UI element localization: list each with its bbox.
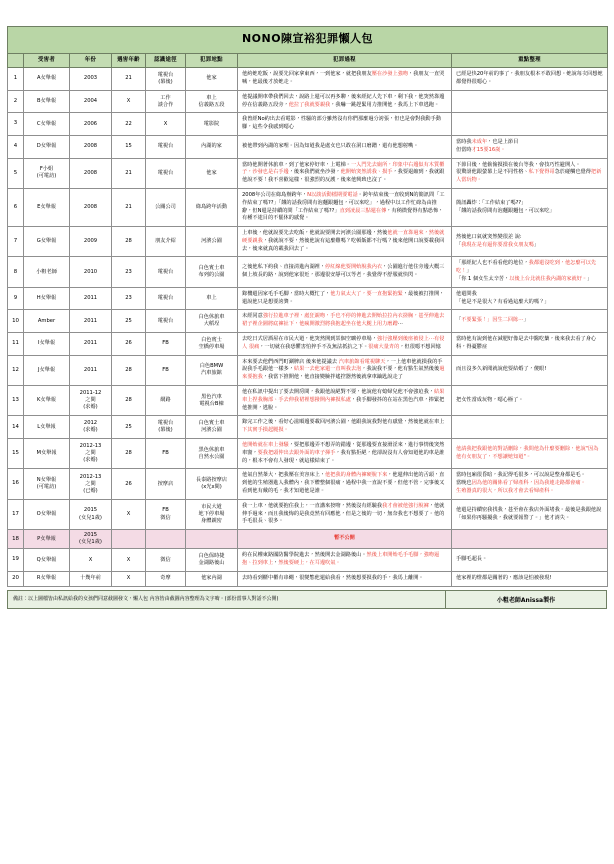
table-row [8, 188, 608, 226]
cell-year: 2009 [70, 227, 112, 257]
cell-process: 他開始就在車上發騷，要把那邊弄不想弄的錯邊，從那邊要直接滑淫來，進行事情後突然車窗，要我把頭仲出去跟外面的車子揮手，我有點拒絕，他卻說沒有人會知道他的車是誰的，根本不會有人發現，就這樣結束了。 [238, 439, 452, 469]
cell-keypoints: 「不要緊張！」因生二回陈⋯」 [452, 310, 608, 333]
cell-how-met: FB [146, 355, 186, 385]
cell-year: X [70, 549, 112, 572]
cell-how-met: 奇摩 [146, 571, 186, 586]
cell-process: 去時看到櫃中櫃有串繩，很變態他還給我看，然後想要摸我的手，我馬上離開。 [238, 571, 452, 586]
cell-process: 他提議開車帶我們回去，說路上還可以再多聊，後來經紀人先下車，剩下我，他突然靠邊停在信義路五段旁，他拉了我就要親我，我嚇一跳趕緊用力推開他，我馬上下車逃跑。 [238, 90, 452, 113]
row-index: 15 [8, 439, 24, 469]
footer-note: 備註：以上圖檔皆由私訊給我的女孩們同意截圖發文，懶人包 內容皆由截圖內容整理為文字唷。(部份當事人對話不公開) [8, 591, 446, 608]
cell-keypoints: 當時他有說到他在減肥好像是去中醫吃藥，後來我去看了身心科，得憂鬱症 [452, 333, 608, 356]
cell-year: 十幾年前 [70, 571, 112, 586]
cell-keypoints: 已經是快20年前的事了，我朋友根本不敢回想。她說每次回想她都覺得很噁心。 [452, 68, 608, 91]
cell-how-met: 電視台 [146, 310, 186, 333]
cell-keypoints: 然後他口氣就突然變很差 說: 「我現在是有逼你要當我女朋友嗎」 [452, 227, 608, 257]
table-row [8, 530, 608, 549]
cell-victim: N女舉報 (可電訪) [24, 469, 70, 499]
col-header-year: 年份 [70, 53, 112, 67]
cell-victim: P女舉報 [24, 530, 70, 549]
col-header-victim: 受害者 [24, 53, 70, 67]
cell-year: 2008 [70, 188, 112, 226]
cell-place: 長泰路按摩店 (x光x間) [186, 469, 238, 499]
cell-place: 河濱公園 [186, 227, 238, 257]
cell-age: 25 [112, 416, 146, 439]
cell-keypoints: 當時包廂很昏暗，我記得毛很多，可以說是整身都是毛。 當晚也因為他的關係看了婦產科，因為我連走路都會痛。 生殖器真的很大，所以我才會去看婦產科。 [452, 469, 608, 499]
row-index: 19 [8, 549, 24, 572]
row-index: 5 [8, 158, 24, 188]
cell-victim: L女舉報 [24, 416, 70, 439]
cell-process: 暫不公開 [238, 530, 452, 549]
cell-age: 23 [112, 257, 146, 287]
cell-year: 2011-12 之間 (求婚) [70, 386, 112, 416]
cell-keypoints: 他還問我 「他是不是很大？有看過這麼大的嗎？」 [452, 287, 608, 310]
row-index: 17 [8, 499, 24, 529]
cell-place: 白色賓士車 河濱公園 [186, 416, 238, 439]
row-index: 1 [8, 68, 24, 91]
cell-keypoints: 他請我把我跟他的對話刪除，我問他為什麼要刪除，他說"因為他有女朋友了，不想讓她知道"。 [452, 439, 608, 469]
cell-year: 2011 [70, 333, 112, 356]
cell-process: 他氣自然茶大，把我壓在美容床上，他把我的身體內褲硬脫下來，他還伸出他的舌頭，直到他的生殖器進入我體內，我下體整個很痛，過程中我一直說不要，但他不管，完事後又看到他有戴的毛，我才知道他是誰。 [238, 469, 452, 499]
cell-victim: E女舉報 [24, 188, 70, 226]
table-row [8, 333, 608, 356]
cell-age: 26 [112, 333, 146, 356]
cell-victim: D女舉報 [24, 135, 70, 158]
col-header-keypoints: 重點整理 [452, 53, 608, 67]
table-row [8, 90, 608, 113]
cell-age: 23 [112, 287, 146, 310]
cell-year: 2003 [70, 68, 112, 91]
cell-process: 錄機還因家毛手毛腳，當時大概忙了，他力氣太大了，要一直抱緊抱緊，最後被打推開，還說他只是想要誇獎。 [238, 287, 452, 310]
row-index: 9 [8, 287, 24, 310]
cell-keypoints: 把女性當成玩物，噁心極了。 [452, 386, 608, 416]
cell-victim: O女舉報 [24, 499, 70, 529]
row-index: 2 [8, 90, 24, 113]
cell-how-met: 電視台 [146, 287, 186, 310]
cell-year: 2011 [70, 310, 112, 333]
cell-victim: I女舉報 [24, 333, 70, 356]
row-index: 11 [8, 333, 24, 356]
cell-age: 21 [112, 68, 146, 91]
cell-place: 他家 [186, 158, 238, 188]
cell-place: 他家 [186, 68, 238, 91]
table-row [8, 439, 608, 469]
title-row [8, 27, 608, 54]
cell-process: 上車後，他就說要先去吃飯，他就說要開去河濱公園那邊，然後他就一直靠過來，然後就硬要親我，我就說不要，然後他說有這麼難嗎？吃頓飯都不行嗎？後來他開口說要載我回去，後來就真的載我回去了。 [238, 227, 452, 257]
cell-process: 去吃日式居酒屋在市民大道，他突然開到某個空曠停車場，強行強壓到後座被侵上⋯有侵人 很痛，一切就在我恐懼害怕猝手不及無法抵抗之下。很痛大量青的，但很噁不想回憶 [238, 333, 452, 356]
table-row [8, 549, 608, 572]
table-row [8, 355, 608, 385]
cell-victim: Q女舉報 [24, 549, 70, 572]
cell-process: 他約她吃飯，說要先回家拿東西，一到他家，就把我朋友壓在沙發上強吻，我朋友一直哭喊，他最後才放她走。 [238, 68, 452, 91]
cell-victim: B女舉報 [24, 90, 70, 113]
row-index: 8 [8, 257, 24, 287]
cell-place: 他家內湖 [186, 571, 238, 586]
col-header-index [8, 53, 24, 67]
cell-age: 26 [112, 469, 146, 499]
cell-place: 白色賓士 空橋停車場 [186, 333, 238, 356]
cell-place: 電影院 [186, 113, 238, 136]
row-index: 4 [8, 135, 24, 158]
cell-place: 白色BMW 汽車旅館 [186, 355, 238, 385]
cell-age: X [112, 499, 146, 529]
cell-year: 2008 [70, 158, 112, 188]
cell-how-met: 工作 談合作 [146, 90, 186, 113]
cell-how-met: 電視台 (幕後) [146, 416, 186, 439]
cell-process: 我一上車，他就要抱住我上，一直講來按吻，然後沒有經驗我我才會被他強行脫褲，他就伸手過來，而且我後悔的是我竟然有回應他，但是之後的一切，無奈我也不想要了。他的手毛很長、很多。 [238, 499, 452, 529]
table-row [8, 113, 608, 136]
header-row [8, 53, 608, 67]
footer-bar [7, 590, 607, 609]
cell-victim: G女舉報 [24, 227, 70, 257]
cell-process: 錄完工作之後，看好心滋順邊要載回河濱公園，他跟我說我對他有感覺，然後他就在車上下其實手摸起腿摸。 [238, 416, 452, 439]
cell-victim: K女舉報 [24, 386, 70, 416]
cell-victim: A女舉報 [24, 68, 70, 91]
cell-age: 21 [112, 158, 146, 188]
row-index: 16 [8, 469, 24, 499]
cell-year: 2012-13 之間 (已婚) [70, 469, 112, 499]
cell-how-met [146, 530, 186, 549]
cell-how-met: FB [146, 439, 186, 469]
cell-keypoints: 簡訊轟炸：「工作結束了嗎??」 「餓的話我房間有泡麵跟麵包，可以來吃」 [452, 188, 608, 226]
table-row [8, 416, 608, 439]
cell-year: 2010 [70, 257, 112, 287]
row-index: 13 [8, 386, 24, 416]
cell-keypoints: 而且沒多久新聞就說他要結婚了，傻眼! [452, 355, 608, 385]
cell-how-met: 公關公司 [146, 188, 186, 226]
table-row [8, 499, 608, 529]
col-header-process: 犯罪過程 [238, 53, 452, 67]
cell-keypoints: 手腳毛超長。 [452, 549, 608, 572]
cell-how-met: 電視台 [146, 257, 186, 287]
cell-keypoints: 當時我未成年，也是上節目 但當時才15要16歲。 [452, 135, 608, 158]
cell-keypoints: 「那經紀人也不看看他的地位，我都還沒吃到，他怎麼可以先吃！」 「你 1 個女生太辛苦，以後上台北就住我內湖的家就好。」 [452, 257, 608, 287]
cell-how-met: 電視台 [146, 158, 186, 188]
cell-victim: R女舉報 [24, 571, 70, 586]
cell-age: 25 [112, 310, 146, 333]
table-row [8, 571, 608, 586]
cell-how-met: 電視台 (幕後) [146, 68, 186, 91]
cell-victim: J女舉報 [24, 355, 70, 385]
cell-process: 被他帶到內湖的家哩。因為知道我是處女也只敢在洞口磨蹭，還有他想射嘴。 [238, 135, 452, 158]
cell-how-met: 網路 [146, 386, 186, 416]
cell-place [186, 530, 238, 549]
cell-victim: C女舉報 [24, 113, 70, 136]
cell-age: 28 [112, 355, 146, 385]
cell-year: 2012 (求婚) [70, 416, 112, 439]
cell-year: 2008 [70, 135, 112, 158]
row-index: 18 [8, 530, 24, 549]
cell-process: 當時他開著休旅車，到了他家停好車，上電梯。一入門先去廁所，印象中右邊似有木質櫃子，沙發也是右手邊，後來我們就坐沙發，他開始突然誘我、摸手，我要退縮到，我就跟他說不要！我不喜歡這樣，很強烈的反護，後來他興致也沒了。 [238, 158, 452, 188]
table-row [8, 386, 608, 416]
cell-place: 車上 [186, 287, 238, 310]
cell-place: 黑色汽車 電視台B棟 [186, 386, 238, 416]
cell-how-met: 微信 [146, 549, 186, 572]
cell-how-met: FB 微信 [146, 499, 186, 529]
cell-age: 28 [112, 439, 146, 469]
row-index: 10 [8, 310, 24, 333]
cell-age: X [112, 571, 146, 586]
col-header-age: 遇害年齡 [112, 53, 146, 67]
cell-place: 內湖的家 [186, 135, 238, 158]
cell-place: 市民大道 地下停車場 身體親密 [186, 499, 238, 529]
cell-keypoints [452, 416, 608, 439]
cell-age: 22 [112, 113, 146, 136]
cell-process: 我曾經No約出去看電影，性騷的部分雖然沒有你們那麼過分誇張，但也是會對我動手動腳，這些令我感到噁心 [238, 113, 452, 136]
cell-age: 28 [112, 227, 146, 257]
cell-age: X [112, 549, 146, 572]
cell-keypoints [452, 530, 608, 549]
cell-year: 2004 [70, 90, 112, 113]
cell-year: 2012-13 之間 (求婚) [70, 439, 112, 469]
cell-age: 21 [112, 188, 146, 226]
cell-year: 2015 (女兒1歲) [70, 530, 112, 549]
cell-keypoints [452, 113, 608, 136]
cell-how-met: 按摩店 [146, 469, 186, 499]
cell-victim: 小粗老師 [24, 257, 70, 287]
cell-process: 約在民權東路國防醫學院進去，然後開去金湖路後山。然後上車開始毛手毛腳，強吻逼抱、拉到車上，然後要硬上，在耳邊吹氣。 [238, 549, 452, 572]
cell-process: 他在私訊中提出了要去開房間，我跟他說絕對不要，他說他有媳婦兒他不會強迫我，結果車上捏我胸部、手去伸我裙裡想撥開內褲摸私處，我手腳發抖的在站在黑色汽車，捧緊把他推開，逃脫。 [238, 386, 452, 416]
cell-how-met: X [146, 113, 186, 136]
cell-process: 2008年公司在綠島辦跨年，N以談活動檔期要電話。跨年結束後一直收到N的簡訊問「工作結束了嗎??」「餓的話我房間有泡麵跟麵包，可以來吃」，過程中以工作忙碌為由推辭，但N還是持續的問「工作結束了嗎??」直到凌晨三點還在傳，有稍微覺得有點恐怖，有種不達目的不罷休的感覺。 [238, 188, 452, 226]
col-header-how-met: 認識途徑 [146, 53, 186, 67]
cell-year: 2006 [70, 113, 112, 136]
col-header-place: 犯罪地點 [186, 53, 238, 67]
cell-keypoints: 下節目後，他偷偷摸摸在後台等我，會技巧性避開人。 很驚訝他跟螢幕上是不同性格、私下覺得哥急於碰觸也覺得把新人當玩物。 [452, 158, 608, 188]
table-row [8, 469, 608, 499]
cell-process: 本來要去他們西門町涮脾店 後來他提議去 汽車旅館看電視聊天，一上他車他就摸我的手 說我手毛跟他一樣多，結果一去他家還一直叫我去泡，我說我不要，他有點生氣然後後過來要抱我，我當下推開他，他直接變臉拌遙控器然後就拿車鑰匙說走了 [238, 355, 452, 385]
table-row [8, 68, 608, 91]
cell-keypoints: 他家裡的燈都是關著的，應該是怕被發現! [452, 571, 608, 586]
table-body [8, 68, 608, 586]
cell-process: 之後他私下約我、直接清進內湖裡，停紅線他要開始脫我內衣，公園進行他住旁邊大概三個上坡長的路，說到他家很近，那邊很安靜可以等老，我覺得不舒服就快閃。 [238, 257, 452, 287]
cell-how-met: 朋友介紹 [146, 227, 186, 257]
cell-keypoints [452, 90, 608, 113]
page-title: NONO陳宣裕犯罪懶人包 [8, 27, 608, 54]
spreadsheet-container [7, 26, 607, 609]
row-index: 12 [8, 355, 24, 385]
table-row [8, 227, 608, 257]
cell-place: 黑色休旅車 自然水公園 [186, 439, 238, 469]
cell-place: 車上 信義路五段 [186, 90, 238, 113]
cell-keypoints: 他還是持續密我找我，甚至會在我店外面堵我。最後是我跟他說「如果你再騷擾我，我就要報警了。」他才消失。 [452, 499, 608, 529]
cell-age: X [112, 90, 146, 113]
cell-how-met: 電視台 [146, 135, 186, 158]
cell-place: 白色保時捷 金湖路後山 [186, 549, 238, 572]
table-row [8, 158, 608, 188]
cell-year: 2015 (女兒1歲) [70, 499, 112, 529]
cell-age: 28 [112, 386, 146, 416]
row-index: 20 [8, 571, 24, 586]
cell-victim: F小姐 (可電訪) [24, 158, 70, 188]
cell-place: 白色賓士車 布列的公園 [186, 257, 238, 287]
cell-victim: Amber [24, 310, 70, 333]
cell-victim: M女舉報 [24, 439, 70, 469]
footer-credit: 小粗老師Anissa製作 [446, 591, 606, 608]
row-index: 3 [8, 113, 24, 136]
row-index: 6 [8, 188, 24, 226]
row-index: 7 [8, 227, 24, 257]
table-row [8, 287, 608, 310]
cell-place: 白色休旅車 大稻埕 [186, 310, 238, 333]
cell-victim: H女舉報 [24, 287, 70, 310]
crime-summary-table [7, 26, 608, 587]
cell-year: 2011 [70, 355, 112, 385]
table-row [8, 310, 608, 333]
table-row [8, 257, 608, 287]
cell-place: 綠島跨年活動 [186, 188, 238, 226]
table-row [8, 135, 608, 158]
cell-how-met: FB [146, 333, 186, 356]
cell-year: 2011 [70, 287, 112, 310]
cell-age: 15 [112, 135, 146, 158]
cell-age [112, 530, 146, 549]
row-index: 14 [8, 416, 24, 439]
cell-process: 未經同意強行拉進車子裡，處狂親吻，手也不停的伸進去開始拉拉內衣搓胸，甚至伸進去裙子裡企圖將底褲扯下，他瘋開激烈將我抱起坐在他大腿上用力磨蹭⋯ [238, 310, 452, 333]
